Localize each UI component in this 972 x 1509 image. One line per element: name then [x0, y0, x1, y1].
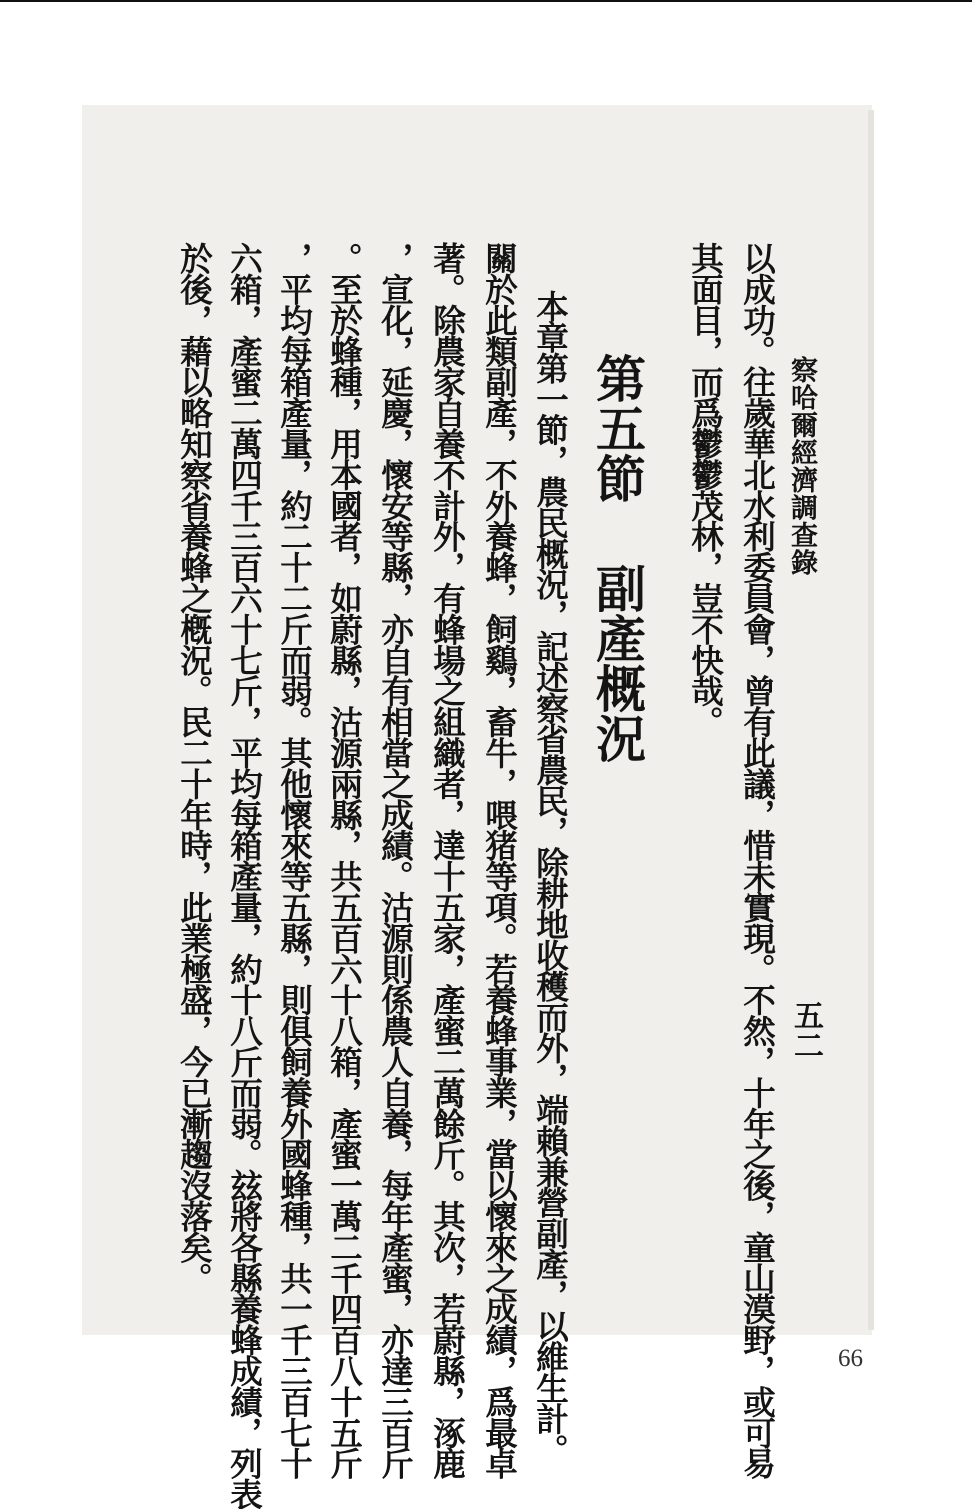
page-number: 66 [838, 1345, 863, 1372]
text-line-6: ，宣化，延慶，懷安等縣，亦自有相當之成績。沽源則係農人自養，每年產蜜，亦達三百斤 [376, 242, 416, 1479]
text-line-7: 。至於蜂種，用本國者，如蔚縣，沽源兩縣，共五百六十八箱，產蜜一萬二千四百八十五斤 [325, 242, 365, 1479]
top-border-rule [0, 0, 972, 2]
text-line-10: 於後，藉以略知察省養蜂之槪況。民二十年時，此業極盛，今已漸趨沒落矣。 [175, 242, 215, 1293]
text-line-2: 其面目，而爲鬱鬱茂林，豈不快哉。 [686, 242, 726, 737]
scan-edge-shadow [868, 110, 874, 1330]
section-heading [588, 353, 647, 763]
chinese-page-number: 五二 [788, 1000, 823, 1060]
text-line-3: 本章第一節，農民概況，記述察省農民，除耕地收穫而外，端賴兼營副產，以維生計。 [531, 290, 571, 1465]
text-line-1: 以成功。往歲華北水利委員會，曾有此議，惜未實現。不然，十年之後，童山漠野，或可易 [738, 242, 778, 1479]
text-line-5: 著。除農家自養不計外，有蜂場之組織者，達十五家，產蜜二萬餘斤。其次，若蔚縣，涿鹿 [428, 242, 468, 1479]
section-title: 副產概況 [588, 563, 647, 763]
running-title: 察哈爾經濟調查錄 [786, 356, 817, 576]
section-number: 第五節 [588, 353, 647, 503]
text-line-4: 關於此類副產，不外養蜂，飼鷄，畜牛，喂猪等項。若養蜂事業，當以懷來之成績，爲最卓 [480, 242, 520, 1479]
text-line-9: 六箱，產蜜二萬四千三百六十七斤，平均每箱產量，約十八斤而弱。玆將各縣養蜂成績，列表 [225, 242, 265, 1509]
text-line-8: ，平均每箱產量，約二十二斤而弱。其他懷來等五縣，則俱飼養外國蜂種，共一千三百七十 [275, 242, 315, 1479]
